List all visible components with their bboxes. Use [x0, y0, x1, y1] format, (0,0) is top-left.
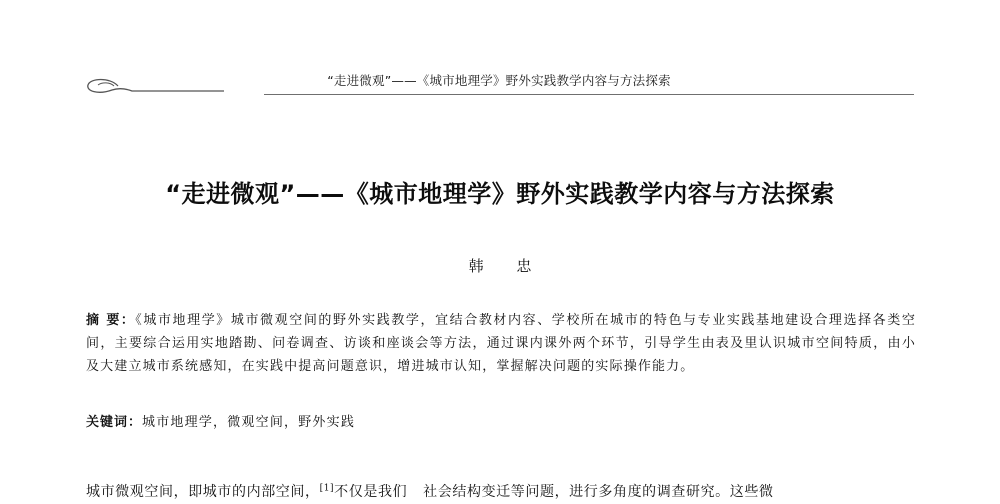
- body-left-start: 城市微观空间，即城市的内部空间，: [86, 484, 320, 500]
- running-header: [84, 66, 914, 100]
- abstract: [86, 309, 916, 378]
- article-title: “走进微观”——《城市地理学》野外实践教学内容与方法探索: [165, 180, 835, 208]
- header-rule: [264, 94, 914, 95]
- abstract-text: 《城市地理学》城市微观空间的野外实践教学，宜结合教材内容、学校所在城市的特色与专业实践基地建设合理选择各类空间，主要综合运用实地踏勘、问卷调查、访谈和座谈会等方法，通过课内课外两个环节，引导学生由表及里认识城市空间特质，由小及大建立城市系统感知，在实践中提高问题意识，增进城市认知，掌握解决问题的实际操作能力。: [86, 313, 916, 374]
- keywords: [86, 411, 916, 434]
- article-author: 韩 忠: [468, 257, 546, 275]
- body-first-line: [86, 480, 916, 504]
- body-right-column: 社会结构变迁等问题，进行多角度的调查研究。这些微: [423, 484, 774, 500]
- body-left-end: 不仅是我们: [334, 484, 408, 500]
- abstract-label: 摘 要：: [86, 313, 136, 328]
- keywords-text: 城市地理学，微观空间，野外实践: [142, 415, 356, 430]
- citation-marker: [1]: [319, 483, 335, 494]
- keywords-label: 关键词：: [86, 415, 143, 430]
- running-title: “走进微观”——《城市地理学》野外实践教学内容与方法探索: [327, 73, 671, 88]
